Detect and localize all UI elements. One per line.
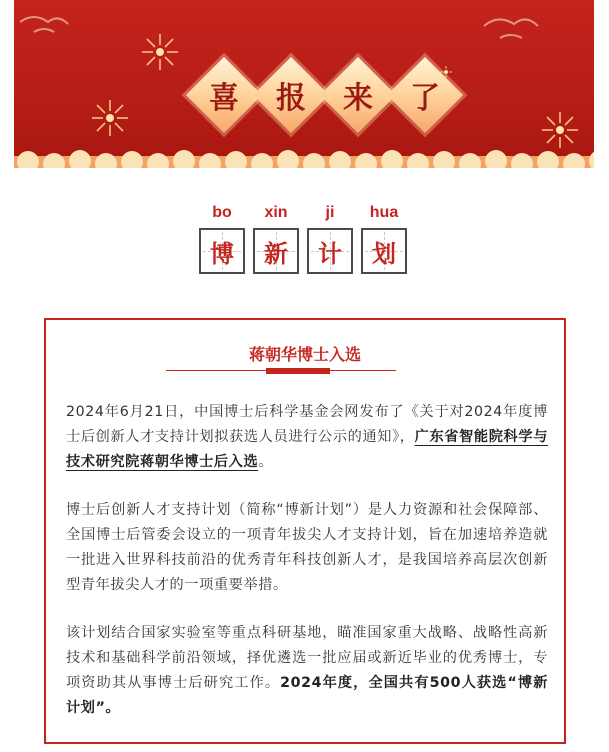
heading-accent-bar xyxy=(266,368,330,374)
title-char: 博 xyxy=(210,239,234,268)
paragraph-text: 2024年6月21日，中国博士后科学基金会网发布了《关于对2024年度博士后创新人才支持计划拟获选人员进行公示的通知》， xyxy=(66,404,548,445)
banner-char-1: 喜 xyxy=(209,81,239,116)
paragraph-text: 该计划结合国家实验室等重点科研基地，瞄准国家重大战略、战略性高新技术和基础科学前沿领域，择优遴选一批应届或新近毕业的优秀博士，专项资助其从事博士后研究工作。 xyxy=(66,625,548,691)
title-char: 新 xyxy=(264,239,288,268)
title-char-tile xyxy=(307,228,353,274)
title-char-tile xyxy=(199,228,245,274)
title-char-tile xyxy=(253,228,299,274)
banner-char-3: 来 xyxy=(343,81,373,116)
banner-diamond-group xyxy=(14,0,594,168)
paragraph-announcement xyxy=(66,400,548,475)
paragraph-text: 。 xyxy=(258,454,274,470)
paragraph-program-intro xyxy=(66,498,548,598)
pinyin-label: bo xyxy=(212,204,232,221)
paragraph-text: 博士后创新人才支持计划（简称“博新计划”）是人力资源和社会保障部、全国博士后管委会设立的一项青年拔尖人才支持计划，旨在加速培养造就一批进入世界科技前沿的优秀青年科技创新人才，是我国培养高层次创新型青年拔尖人才的一项重要举措。 xyxy=(66,502,548,593)
bold-text: 2024年度，全国共有500人获选“博新计划”。 xyxy=(66,675,548,716)
title-char: 划 xyxy=(372,239,396,268)
highlight-text: 广东省智能院科学与技术研究院蒋朝华博士后入选 xyxy=(66,429,548,470)
content-card xyxy=(44,318,566,744)
banner-char-2: 报 xyxy=(276,81,306,116)
pinyin-label: ji xyxy=(325,204,335,221)
paragraph-program-details xyxy=(66,621,548,721)
card-heading: 蒋朝华博士入选 xyxy=(248,345,361,364)
banner-char-4: 了 xyxy=(410,81,440,116)
program-title xyxy=(0,204,609,284)
pinyin-label: hua xyxy=(369,204,399,221)
pinyin-label: xin xyxy=(264,204,288,221)
title-char-tile xyxy=(361,228,407,274)
title-char: 计 xyxy=(318,239,342,268)
header-banner xyxy=(14,0,594,168)
